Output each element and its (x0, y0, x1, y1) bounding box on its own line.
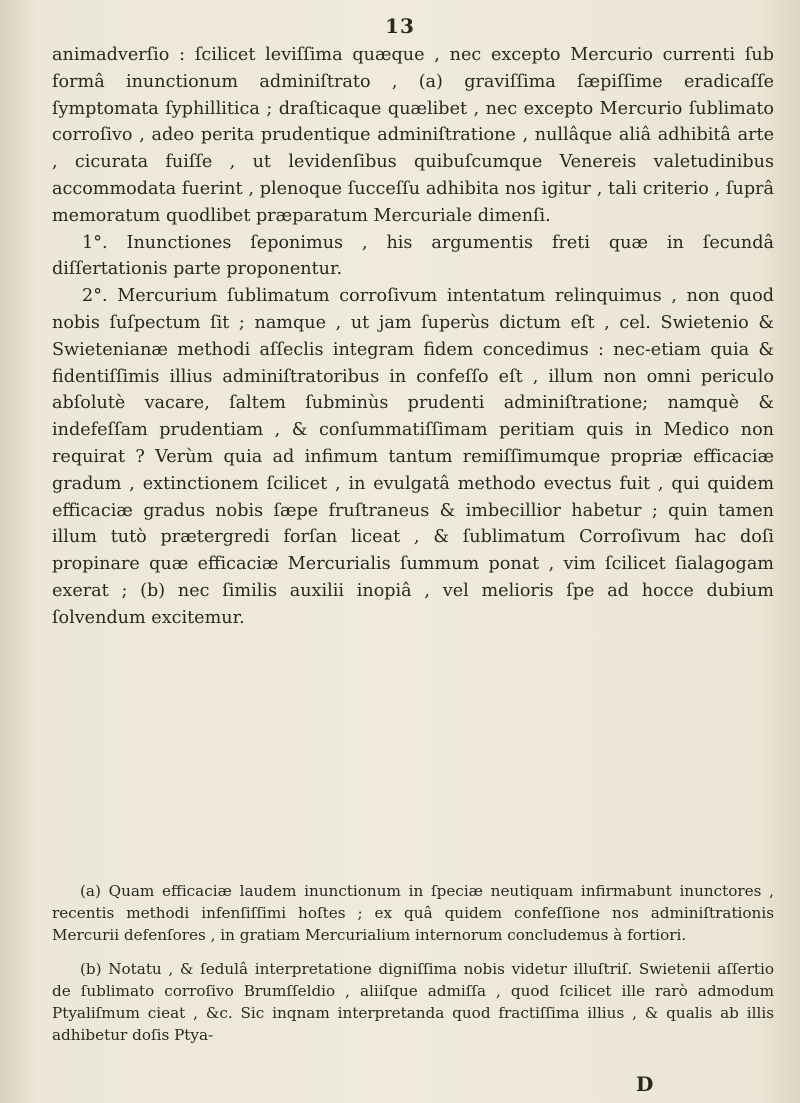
page-number: 13 (385, 14, 415, 38)
paragraph-inunctiones: 1°. Inunctiones ſeponimus , his argumentis freti quæ in ſecundâ diſſertationis parte proponentur. (52, 232, 774, 280)
footnote-a: (a) Quam efficaciæ laudem inunctionum in ſpeciæ neutiquam infirmabunt inunctores , recentis methodi infenſiſſimi hoſtes ; ex quâ quidem confeſſione nos adminiſtrationis Mercurii defenſores , in gratiam Mercurialium internorum concludemus à fortiori. (52, 882, 774, 944)
main-text (52, 42, 774, 632)
footnotes (52, 880, 774, 1058)
paragraph-intro: animadverſio : ſcilicet leviſſima quæque , nec excepto Mercurio currenti ſub formâ inunctionum adminiſtrato , (a) graviſſima ſæpiſſime eradicaſſe ſymptomata ſyphillitica ; draſticaque quælibet , nec excepto Mercurio ſublimato corroſivo , adeo perita prudentique adminiſtratione , nullâque aliâ adhibitâ arte , cicurata fuiſſe , ut levidenſibus quibuſcumque Venereis valetudinibus accommodata fuerint , plenoque ſucceſſu adhibita nos igitur , tali criterio , ſuprâ memoratum quodlibet præparatum Mercuriale dimenſi. (52, 45, 774, 226)
paragraph-mercurium: 2°. Mercurium ſublimatum corroſivum intentatum relinquimus , non quod nobis ſuſpectum ſit ; namque , ut jam ſuperùs dictum eſt , cel. Swietenio & Swietenianæ methodi aſſeclis integram fidem concedimus : nec-etiam quia & fidentiſſimis illius adminiſtratoribus in confeſſo eſt , illum non omni periculo abſolutè vacare, ſaltem ſubminùs prudenti adminiſtratione; namquè & indefeſſam prudentiam , & conſummatiſſimam peritiam quis in Medico non requirat ? Verùm quia ad infimum tantum remiſſimumque propriæ efficaciæ gradum , extinctionem ſcilicet , in evulgatâ methodo evectus fuit , qui quidem efficaciæ gradus nobis ſæpe fruſtraneus & imbecillior habetur ; quin tamen illum tutò prætergredi forſan liceat , & ſublimatum Corroſivum hac doſi propinare quæ efficaciæ Mercurialis ſummum ponat , vim ſcilicet ſialagogam exerat ; (b) nec ſimilis auxilii inopiâ , vel melioris ſpe ad hocce dubium ſolvendum excitemur. (52, 286, 774, 628)
footnote-b: (b) Notatu , & ſedulâ interpretatione digniſſima nobis videtur illuſtriſ. Swietenii aſſertio de ſublimato corroſivo Brumſſeldio , aliiſque admiſſa , quod ſcilicet ille rarò admodum Ptyaliſmum cieat , &c. Sic inqnam interpretanda quod fractiſſima illius , & qualis ab illis adhibetur doſis Ptya- (52, 960, 774, 1044)
signature-mark: D (636, 1072, 654, 1096)
